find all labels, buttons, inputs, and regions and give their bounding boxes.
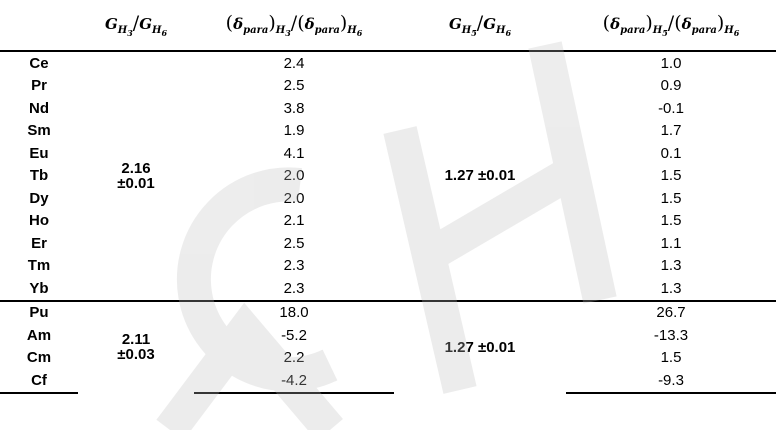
header-g-ratio-h5: $G_{H_5}/G_{H_6}$ xyxy=(394,0,566,51)
header-g-ratio-h3: $G_{H_3}/G_{H_6}$ xyxy=(78,0,194,51)
delta-h3-cell: -5.2 xyxy=(281,326,307,344)
delta-h5-cell: 26.7 xyxy=(566,301,776,325)
delta-h5-cell: 1.3 xyxy=(660,257,682,275)
g-ratio-h5-cell: 1.27 ±0.01 xyxy=(394,301,566,393)
table-row xyxy=(0,51,776,75)
delta-h3-cell: 3.8 xyxy=(283,99,305,117)
delta-h5-cell: 0.1 xyxy=(660,144,682,162)
delta-h5-cell: 1.7 xyxy=(660,122,682,140)
delta-h3-cell: 18.0 xyxy=(194,301,394,325)
delta-h3-cell: 2.3 xyxy=(283,279,305,297)
delta-h5-cell: 1.5 xyxy=(660,167,682,185)
delta-h5-cell: 1.3 xyxy=(660,279,682,297)
delta-h3-cell: 2.5 xyxy=(283,77,305,95)
delta-h5-cell: 1.5 xyxy=(660,189,682,207)
table-row xyxy=(0,301,776,325)
element-cell: Cm xyxy=(26,349,52,367)
element-cell: Tb xyxy=(29,167,49,185)
delta-h5-cell: 1.0 xyxy=(566,51,776,75)
element-cell: Er xyxy=(31,234,47,252)
delta-h3-cell: 2.5 xyxy=(283,234,305,252)
delta-h3-cell: 2.2 xyxy=(283,349,305,367)
g-ratio-h3-cell: 2.16 ±0.01 xyxy=(78,51,194,301)
header-delta-para-h3: $(\delta_{para})_{H_3}/(\delta_{para})_{H_6}$ xyxy=(194,0,394,51)
delta-h3-cell: 2.0 xyxy=(283,167,305,185)
g-ratio-h5-cell: 1.27 ±0.01 xyxy=(394,51,566,301)
delta-h3-cell: 2.4 xyxy=(194,51,394,75)
element-cell: Yb xyxy=(29,279,49,297)
element-cell: Am xyxy=(26,326,52,344)
element-cell: Dy xyxy=(29,189,49,207)
element-cell: Ho xyxy=(29,212,49,230)
lanthanide-group xyxy=(0,51,776,301)
header-row xyxy=(0,0,776,51)
element-cell: Cf xyxy=(0,369,78,393)
delta-h3-cell: -4.2 xyxy=(194,369,394,393)
actinide-group xyxy=(0,301,776,393)
element-cell: Ce xyxy=(0,51,78,75)
delta-h5-cell: -9.3 xyxy=(566,369,776,393)
element-cell: Tm xyxy=(27,257,51,275)
element-cell: Nd xyxy=(29,99,49,117)
delta-h3-cell: 1.9 xyxy=(283,122,305,140)
delta-h5-cell: -0.1 xyxy=(658,99,684,117)
g-ratio-h3-cell: 2.11 ±0.03 xyxy=(78,301,194,393)
delta-h5-cell: 0.9 xyxy=(660,77,682,95)
delta-h5-cell: 1.1 xyxy=(660,234,682,252)
delta-h5-cell: -13.3 xyxy=(653,326,689,344)
header-delta-para-h5: $(\delta_{para})_{H_5}/(\delta_{para})_{H_6}$ xyxy=(566,0,776,51)
element-cell: Eu xyxy=(29,144,49,162)
element-cell: Pr xyxy=(31,77,47,95)
delta-h3-cell: 2.3 xyxy=(283,257,305,275)
delta-h5-cell: 1.5 xyxy=(660,212,682,230)
delta-h5-cell: 1.5 xyxy=(660,349,682,367)
element-cell: Pu xyxy=(0,301,78,325)
element-cell: Sm xyxy=(27,122,51,140)
delta-h3-cell: 2.1 xyxy=(283,212,305,230)
header-element xyxy=(0,0,78,51)
delta-h3-cell: 2.0 xyxy=(283,189,305,207)
delta-h3-cell: 4.1 xyxy=(283,144,305,162)
